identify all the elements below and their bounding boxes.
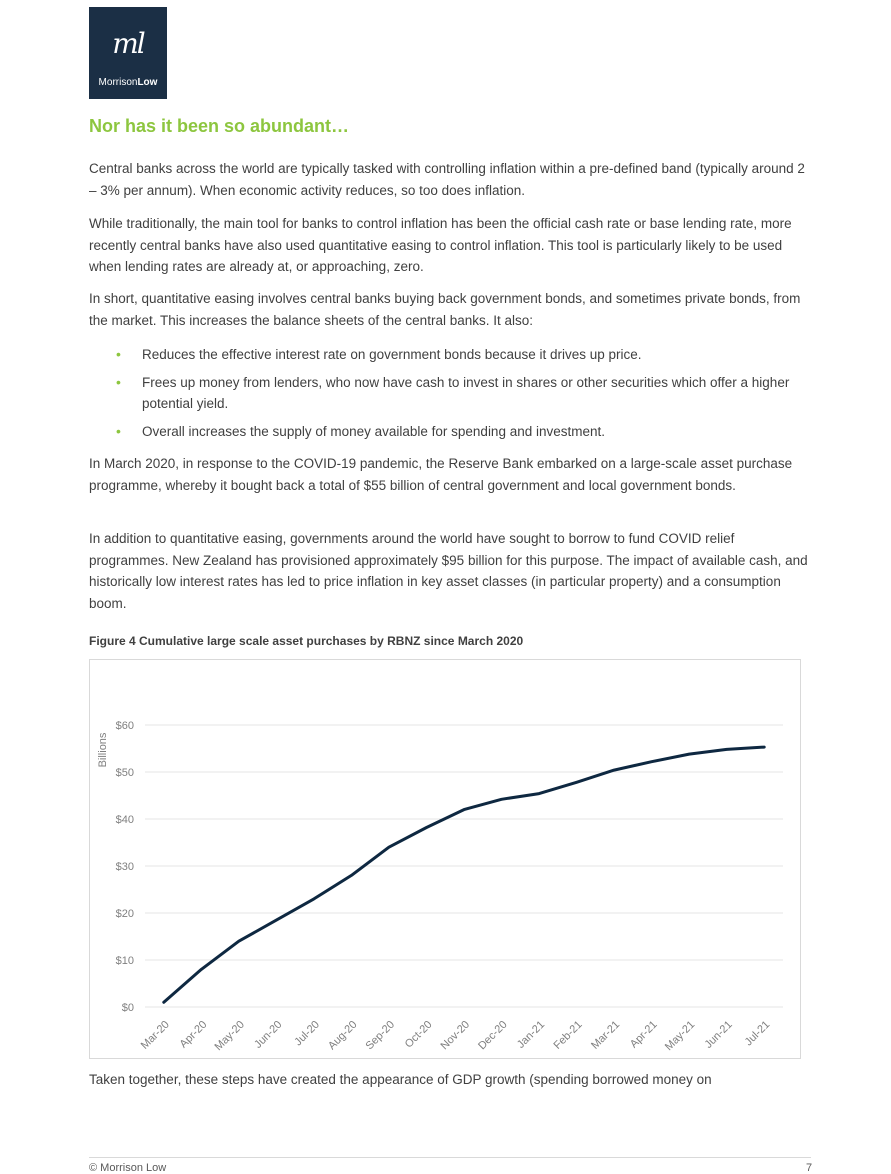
page-number: 7 xyxy=(806,1162,812,1174)
bullet-dot-icon: • xyxy=(116,372,121,394)
bullet-dot-icon: • xyxy=(116,421,121,443)
x-tick-label: Jul-21 xyxy=(743,1019,773,1049)
section-heading: Nor has it been so abundant… xyxy=(89,116,349,137)
x-tick-label: Aug-20 xyxy=(326,1019,360,1053)
chart-container xyxy=(89,659,801,1059)
y-tick-label: $50 xyxy=(116,767,134,779)
bullet-item: • Overall increases the supply of money available for spending and investment. xyxy=(89,421,811,443)
x-tick-label: Jun-21 xyxy=(703,1019,735,1051)
x-tick-label: Jan-21 xyxy=(515,1019,547,1051)
x-tick-label: Mar-20 xyxy=(139,1019,172,1052)
paragraph-5: In addition to quantitative easing, governments around the world have sought to borrow to fund COVID relief programmes. New Zealand has provisioned approximately $95 billion for this purpose. The impact of available cash, and historically low interest rates has led to price inflation in key asset classes (in particular property) and a consumption boom. xyxy=(89,528,811,614)
paragraph-4: In March 2020, in response to the COVID-19 pandemic, the Reserve Bank embarked on a large-scale asset purchase programme, whereby it bought back a total of $55 billion of central government and local government bonds. xyxy=(89,453,811,496)
x-tick-label: Mar-21 xyxy=(589,1019,622,1052)
x-tick-label: Nov-20 xyxy=(439,1019,473,1053)
y-tick-label: $40 xyxy=(116,814,134,826)
footer-copyright: © Morrison Low xyxy=(89,1162,166,1174)
y-axis-label: Billions xyxy=(97,732,109,767)
bullet-dot-icon: • xyxy=(116,344,121,366)
x-tick-label: May-20 xyxy=(213,1019,247,1053)
paragraph-3: In short, quantitative easing involves central banks buying back government bonds, and sometimes private bonds, from the market. This increases the balance sheets of the central banks. It also: xyxy=(89,288,811,331)
bullet-item: • Reduces the effective interest rate on government bonds because it drives up price. xyxy=(89,344,811,366)
line-chart xyxy=(90,660,802,1060)
logo-mark: ml xyxy=(89,27,167,60)
x-tick-label: Dec-20 xyxy=(476,1019,510,1053)
x-tick-label: May-21 xyxy=(663,1019,697,1053)
paragraph-1: Central banks across the world are typically tasked with controlling inflation within a pre-defined band (typically around 2 – 3% per annum). When economic activity reduces, so too does inflation. xyxy=(89,158,811,201)
x-tick-label: Jul-20 xyxy=(292,1019,322,1049)
paragraph-2: While traditionally, the main tool for banks to control inflation has been the official cash rate or base lending rate, more recently central banks have also used quantitative easing to control inflation. This tool is particularly likely to be used when lending rates are already at, or approaching, zero. xyxy=(89,213,811,278)
x-tick-label: Apr-20 xyxy=(178,1019,210,1051)
bullet-list xyxy=(89,344,811,448)
bullet-item: • Frees up money from lenders, who now have cash to invest in shares or other securities which offer a higher potential yield. xyxy=(89,372,811,415)
y-tick-label: $60 xyxy=(116,720,134,732)
y-tick-label: $20 xyxy=(116,908,134,920)
closing-paragraph: Taken together, these steps have created the appearance of GDP growth (spending borrowed money on xyxy=(89,1069,811,1091)
y-tick-label: $10 xyxy=(116,955,134,967)
y-tick-label: $30 xyxy=(116,861,134,873)
x-tick-label: Jun-20 xyxy=(252,1019,284,1051)
figure-caption: Figure 4 Cumulative large scale asset purchases by RBNZ since March 2020 xyxy=(89,634,523,648)
morrisonlow-logo xyxy=(89,7,167,99)
x-tick-label: Apr-21 xyxy=(628,1019,660,1051)
x-tick-label: Oct-20 xyxy=(403,1019,435,1051)
x-tick-label: Sep-20 xyxy=(363,1019,397,1053)
footer-divider xyxy=(89,1157,811,1158)
logo-wordmark: MorrisonLow xyxy=(89,77,167,88)
y-tick-label: $0 xyxy=(122,1002,134,1014)
x-tick-label: Feb-21 xyxy=(552,1019,585,1052)
series-line xyxy=(164,747,764,1002)
